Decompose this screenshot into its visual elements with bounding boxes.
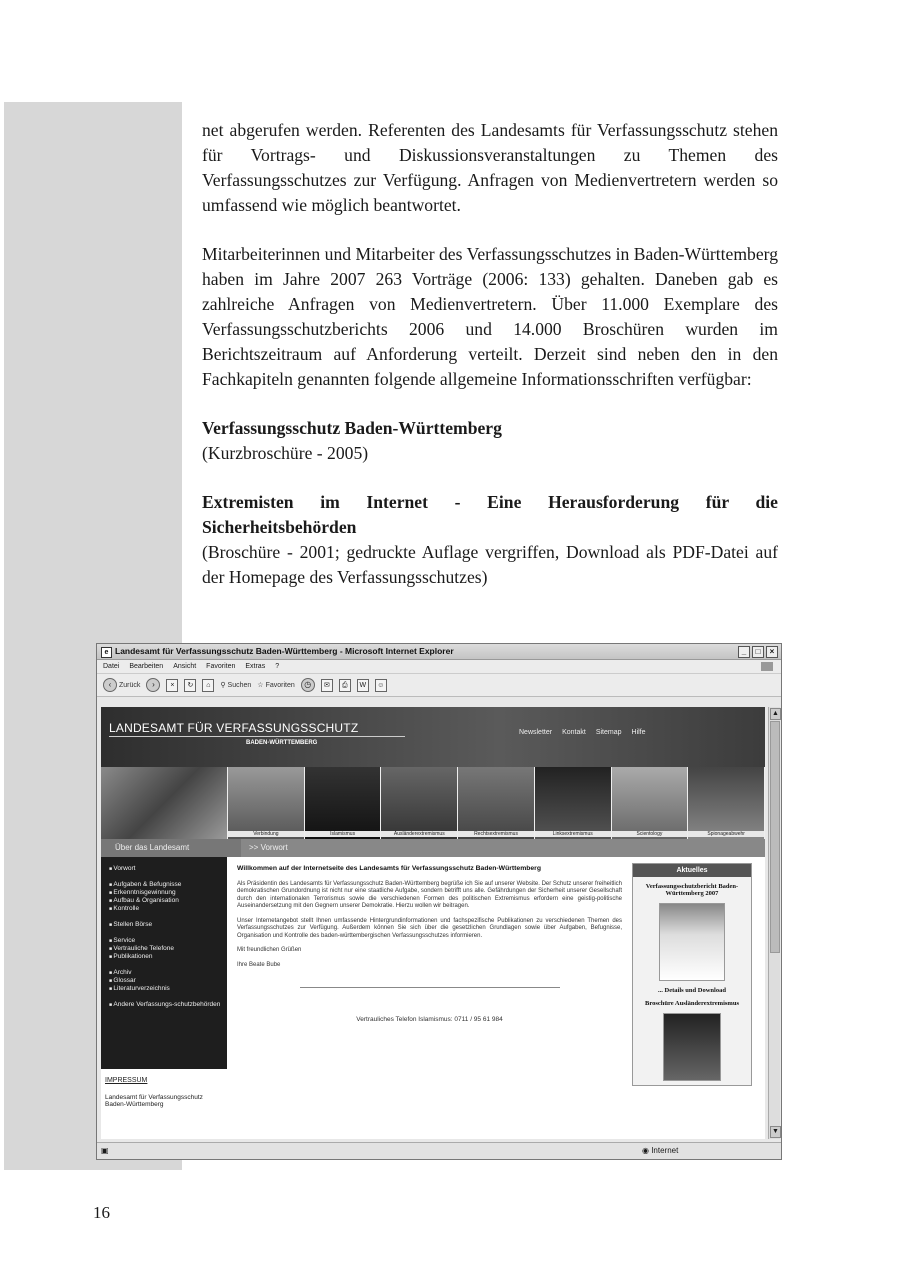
topic-tile[interactable]: Islamismus [305, 767, 382, 839]
back-arrow-icon: ‹ [103, 678, 117, 692]
nav-hilfe[interactable]: Hilfe [631, 729, 646, 736]
mail-button[interactable]: ✉ [321, 679, 333, 692]
nav-item[interactable]: ■ Publikationen [109, 953, 227, 961]
nav-kontakt[interactable]: Kontakt [562, 729, 586, 736]
stop-button[interactable]: × [166, 679, 178, 692]
nav-sitemap[interactable]: Sitemap [595, 729, 622, 736]
scroll-up-icon[interactable]: ▲ [770, 708, 781, 720]
imprint: IMPRESSUM Landesamt für Verfassungsschutz Baden-Württemberg [105, 1077, 223, 1108]
paragraph-2: Mitarbeiterinnen und Mitarbeiter des Verfassungsschutzes in Baden-Württemberg haben im Jahre 2007 263 Vorträge (2006: 133) gehalten. Daneben gab es zahlreiche Anfragen von Medienvertretern. Über 11.000 Exemplare des Verfassungsschutzberichts 2006 und 14.000 Broschüren wurden im Berichtszeitraum auf Anforderung verteilt. Derzeit sind neben den in den Fachkapiteln genannten folgende allgemeine Informationsschriften verfügbar: [202, 244, 778, 389]
body-text [202, 118, 778, 614]
back-button[interactable]: ‹ Zurück [103, 678, 140, 692]
menu-help[interactable]: ? [275, 663, 280, 670]
nav-item[interactable]: ■ Archiv [109, 969, 227, 977]
ie-icon: e [101, 647, 112, 658]
report-title: Verfassungsschutzbericht Baden-Württemberg 2007 [645, 883, 739, 897]
section-bar [101, 839, 765, 857]
menu-bar [97, 660, 781, 674]
news-box [632, 863, 752, 1086]
welcome-heading: Willkommen auf der Internetseite des Landesamts für Verfassungsschutz Baden-Württemberg [237, 865, 541, 872]
publication-note-1: (Kurzbroschüre - 2005) [202, 443, 369, 463]
page-number: 16 [93, 1203, 110, 1222]
refresh-button[interactable]: ↻ [184, 679, 196, 692]
browser-screenshot [96, 643, 782, 1160]
page-icon: ▣ [101, 1146, 109, 1155]
topic-tile[interactable]: Ausländerextremismus [381, 767, 458, 839]
search-icon: ⚲ [220, 682, 226, 689]
imprint-link[interactable]: IMPRESSUM [105, 1077, 148, 1084]
nav-item[interactable]: ■ Aufbau & Organisation [109, 897, 227, 905]
print-button[interactable]: ⎙ [339, 679, 351, 692]
publication-title-1: Verfassungsschutz Baden-Württemberg [202, 418, 502, 438]
building-photo [101, 767, 228, 839]
site-subtitle: BADEN-WÜRTTEMBERG [246, 740, 318, 746]
menu-favoriten[interactable]: Favoriten [206, 663, 236, 670]
nav-item[interactable]: ■ Aufgaben & Befugnisse [109, 881, 227, 889]
home-button[interactable]: ⌂ [202, 679, 214, 692]
publication-title-2: Extremisten im Internet - Eine Herausforderung für die Sicherheitsbehörden [202, 492, 778, 537]
windows-flag-icon [761, 662, 773, 671]
details-link[interactable]: ... Details und Download [658, 987, 726, 994]
topic-tile[interactable]: Spionageabwehr [688, 767, 765, 839]
nav-item[interactable]: ■ Service [109, 937, 227, 945]
brochure-cover-image[interactable] [663, 1013, 721, 1081]
welcome-text: Willkommen auf der Internetseite des Landesamts für Verfassungsschutz Baden-Württemberg Als Präsidentin des Landesamts für Verfassungsschutz Baden-Württemberg begrüße ich Sie auf unserer Website. Der Schutz unserer freiheitlich demokratischen Grundordnung ist nicht nur eine staatliche Aufgabe, sondern betrifft uns alle. Gefährdungen der Sicherheit unserer Gesellschaft durch den internationalen Terrorismus sowie die verschiedenen Formen des politischen Extremismus erfordern eine geistig-politische Auseinandersetzung mit den Gegnern unserer Demokratie. Hierzu wollen wir beitragen. Unser Internetangebot stellt Ihnen umfassende Hintergrundinformationen und fachspezifische Publikationen zu verschiedenen Themen des Verfassungsschutzes zur Verfügung. Außerdem können Sie sich über die gesetzlichen Grundlagen sowie über Aufgaben, Befugnisse, Organisation und Kontrolle des baden-württembergischen Verfassungsschutzes informieren. Mit freundlichen Grüßen Ihre Beate Bube Vertrauliches Telefon Islamismus: 0711 / 95 61 984 [237, 865, 622, 1023]
nav-item[interactable]: ■ Kontrolle [109, 905, 227, 913]
section-right: >> Vorwort [249, 843, 288, 852]
maximize-icon[interactable]: □ [752, 646, 764, 658]
window-title: Landesamt für Verfassungsschutz Baden-Württemberg - Microsoft Internet Explorer [115, 646, 454, 656]
top-nav [519, 729, 646, 736]
search-button[interactable]: ⚲ Suchen [220, 681, 252, 689]
brochure-title: Broschüre Ausländerextremismus [645, 1000, 739, 1007]
phone-line: Vertrauliches Telefon Islamismus: 0711 / 95 61 984 [356, 1016, 503, 1023]
close-icon[interactable]: × [766, 646, 778, 658]
toolbar [97, 674, 781, 697]
menu-extras[interactable]: Extras [245, 663, 266, 670]
section-left[interactable]: Über das Landesamt [101, 839, 241, 857]
scroll-thumb[interactable] [770, 721, 780, 953]
topic-tile[interactable]: Scientology [612, 767, 689, 839]
menu-datei[interactable]: Datei [103, 663, 120, 670]
page-content [101, 857, 765, 1108]
nav-item[interactable]: ■ Vorwort [109, 865, 227, 873]
paragraph-1: net abgerufen werden. Referenten des Landesamts für Verfassungsschutz stehen für Vortrags- und Diskussionsveranstaltungen zu Themen des Verfassungsschutzes zur Verfügung. Anfragen von Medienvertretern werden so umfassend wie möglich beantwortet. [202, 120, 778, 215]
star-icon: ☆ [257, 682, 264, 689]
publication-note-2: (Broschüre - 2001; gedruckte Auflage vergriffen, Download als PDF-Datei auf der Homepage des Verfassungsschutzes) [202, 542, 778, 587]
status-bar [97, 1142, 781, 1159]
favorites-button[interactable]: ☆ Favoriten [257, 681, 295, 689]
minimize-icon[interactable]: _ [738, 646, 750, 658]
nav-item[interactable]: ■ Glossar [109, 977, 227, 985]
vertical-scrollbar[interactable] [768, 707, 780, 1139]
nav-item[interactable]: ■ Erkenntnisgewinnung [109, 889, 227, 897]
nav-item[interactable]: ■ Vertrauliche Telefone [109, 945, 227, 953]
left-nav [101, 857, 227, 1069]
nav-newsletter[interactable]: Newsletter [519, 729, 553, 736]
topic-tile[interactable]: Verbindung [228, 767, 305, 839]
topic-photo-strip [101, 767, 765, 839]
window-titlebar [97, 644, 781, 660]
site-header [101, 707, 765, 767]
report-cover-image[interactable] [659, 903, 725, 981]
signature-line [300, 987, 560, 988]
topic-tile[interactable]: Linksextremismus [535, 767, 612, 839]
site-title: LANDESAMT FÜR VERFASSUNGSSCHUTZ [109, 721, 359, 735]
topic-tile[interactable]: Rechtsextremismus [458, 767, 535, 839]
nav-item[interactable]: ■ Literaturverzeichnis [109, 985, 227, 993]
history-button[interactable]: ◷ [301, 678, 315, 692]
edit-button[interactable]: W [357, 679, 369, 692]
menu-bearbeiten[interactable]: Bearbeiten [129, 663, 164, 670]
title-rule [109, 736, 405, 737]
messenger-button[interactable]: ☺ [375, 679, 387, 692]
menu-ansicht[interactable]: Ansicht [173, 663, 197, 670]
forward-button[interactable]: › [146, 678, 160, 692]
scroll-down-icon[interactable]: ▼ [770, 1126, 781, 1138]
web-viewport [101, 707, 765, 1139]
nav-item[interactable]: ■ Andere Verfassungs-schutzbehörden [109, 1001, 227, 1009]
news-heading: Aktuelles [633, 864, 751, 877]
internet-zone: ◉ Internet [642, 1146, 679, 1155]
nav-item[interactable]: ■ Stellen Börse [109, 921, 227, 929]
